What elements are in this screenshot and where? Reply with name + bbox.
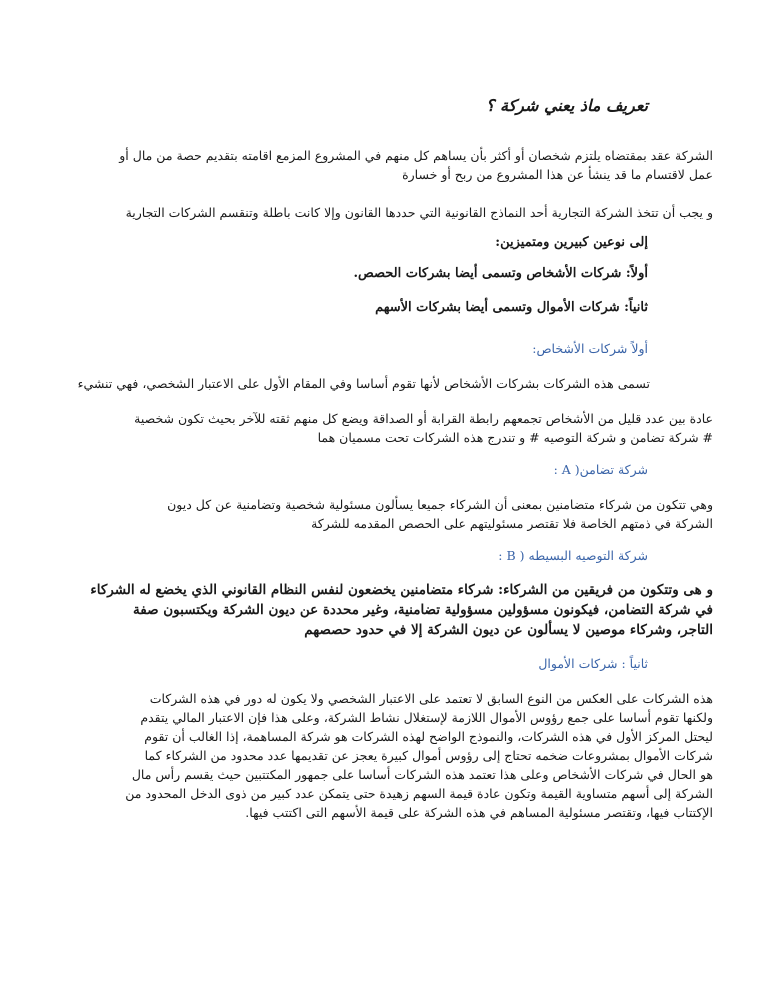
section-2-heading: ثانياً : شركات الأموال — [538, 656, 648, 671]
sub-b-para-line-2: في شركة التضامن، فيكونون مسؤولين مسؤولية تضامنية، وغير محددة عن ديون الشركة ويكتسبون صفة — [133, 602, 713, 618]
section-2-para-line-6: الشركة إلى أسهم متساوية القيمة وتكون عادة قيمة السهم زهيدة حتى يتمكن عدد كبير من ذوى الدخل المحدود من — [125, 786, 713, 801]
sub-a-para-line-2: الشركة في ذمتهم الخاصة فلا تقتصر مسئوليتهم على الحصص المقدمه للشركة — [311, 516, 713, 531]
type-1-line: أولاً: شركات الأشخاص وتسمى أيضا بشركات الحصص. — [353, 266, 648, 281]
sub-a-para-line-1: وهي تتكون من شركاء متضامنين بمعنى أن الشركاء جميعا يسألون مسئولية شخصية وتضامنية عن كل ديون — [167, 497, 713, 512]
type-2-line: ثانياً: شركات الأموال وتسمى أيضا بشركات الأسهم — [375, 300, 648, 315]
section-2-para-line-3: ليحتل المركز الأول في هذه الشركات، والنموذج الواضح لهذه الشركات هو شركة المساهمة، إذا الغالب أن تقوم — [144, 729, 713, 744]
sub-b-para-line-3: التاجر، وشركاء موصين لا يسألون عن ديون الشركة إلا في حدود حصصهم — [304, 622, 713, 638]
types-heading: إلى نوعين كبيرين ومتميزين: — [495, 235, 648, 250]
sub-a-heading: شركة تضامن( A : — [553, 462, 648, 477]
page-title: تعريف ماذ يعني شركة ؟ — [485, 96, 648, 115]
section-1-para-line-2: # شركة تضامن و شركة التوصيه # و تندرج هذه الشركات تحت مسميان هما — [317, 430, 713, 445]
section-1-heading: أولاً شركات الأشخاص: — [532, 341, 648, 356]
legal-form-line: و يجب أن تتخذ الشركة التجارية أحد النماذج القانونية التي حددها القانون وإلا كانت باطلة وتنقسم الشركات التجارية — [125, 205, 713, 220]
section-2-para-line-5: هو الحال في شركات الأشخاص وعلى هذا تعتمد هذه الشركات أساسا على جمهور المكتتبين حيث يقسم رأس مال — [131, 767, 713, 782]
sub-b-heading: شركة التوصيه البسيطه ( B : — [498, 548, 648, 563]
section-2-para-line-4: شركات الأموال بمشروعات ضخمه تحتاج إلى رؤوس أموال كبيرة يعجز عن تقديمها عدد محدود من الشركاء كما — [144, 748, 713, 763]
section-2-para-line-2: ولكنها تقوم أساسا على جمع رؤوس الأموال اللازمة لإستغلال نشاط الشركة، وعلى هذا فإن الاعتبار المالي يتقدم — [140, 710, 713, 725]
section-2-para-line-1: هذه الشركات على العكس من النوع السابق لا تعتمد على الاعتبار الشخصي ولا يكون له دور في هذه الشركات — [149, 691, 713, 706]
section-2-para-line-7: الإكتتاب فيها، وتقتصر مسئولية المساهم في هذه الشركة على قيمة الأسهم التى اكتتب فيها. — [245, 805, 713, 820]
section-1-para-line-1: عادة بين عدد قليل من الأشخاص تجمعهم رابطة القرابة أو الصداقة ويضع كل منهم ثقته للآخر بحيث تكون شخصية — [134, 411, 713, 426]
intro-line-2: عمل لاقتسام ما قد ينشأ عن هذا المشروع من ربح أو خسارة — [402, 167, 713, 182]
section-1-line: تسمى هذه الشركات بشركات الأشخاص لأنها تقوم أساسا وفي المقام الأول على الاعتبار الشخصي، فهي تنشيء — [77, 376, 650, 391]
sub-b-para-line-1: و هى وتتكون من فريقين من الشركاء: شركاء متضامنين يخضعون لنفس النظام القانوني الذي يخضع له الشركاء — [90, 582, 713, 598]
intro-line-1: الشركة عقد بمقتضاه يلتزم شخصان أو أكثر بأن يساهم كل منهم في المشروع المزمع اقامته بتقديم حصة من مال أو — [119, 148, 713, 163]
